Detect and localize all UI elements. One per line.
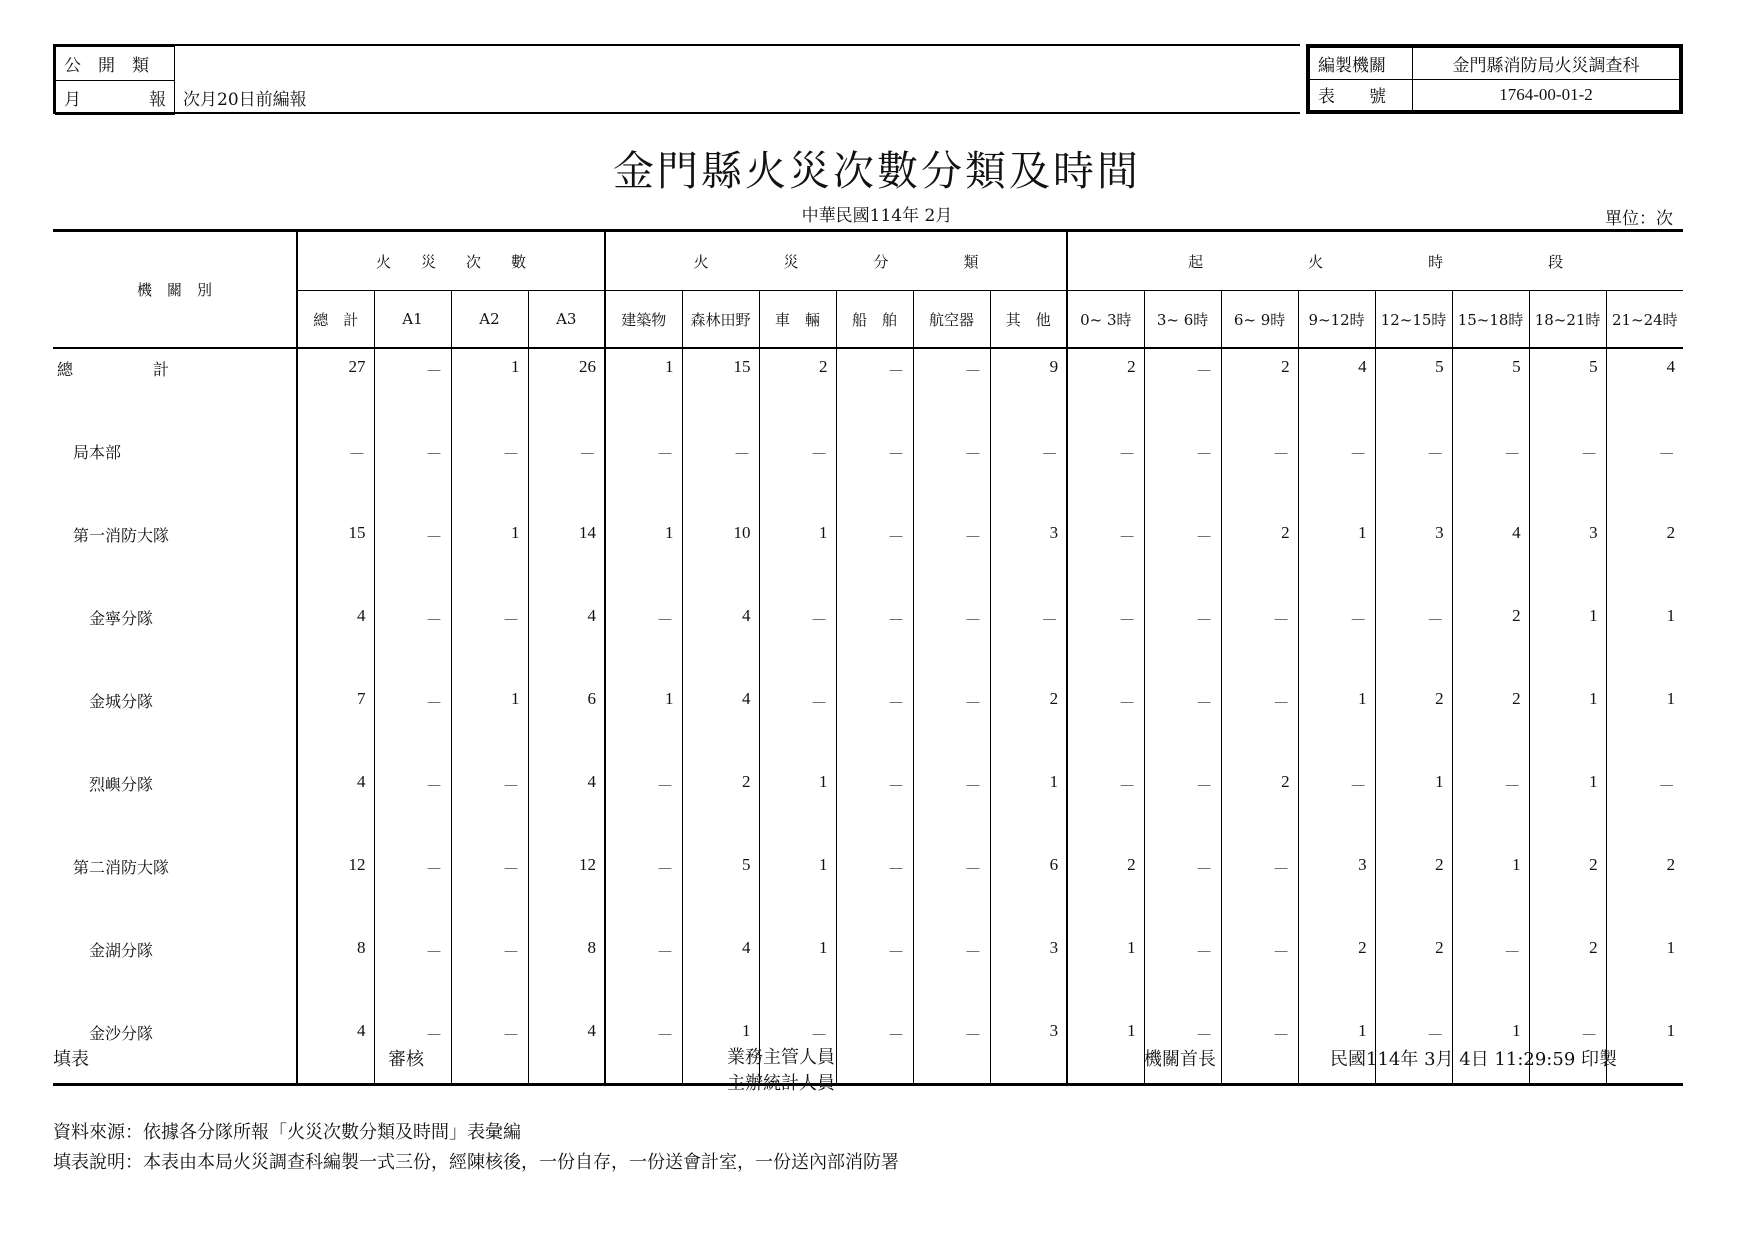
- table-cell: 4: [528, 598, 605, 681]
- table-cell: －: [913, 930, 990, 1013]
- row-label: 第一消防大隊: [57, 526, 170, 545]
- table-cell: －: [913, 348, 990, 432]
- table-cell: 4: [528, 1013, 605, 1085]
- table-cell: 5: [1375, 348, 1452, 432]
- table-cell: －: [1529, 1013, 1606, 1085]
- table-cell: 1: [451, 348, 528, 432]
- table-cell: 2: [1529, 930, 1606, 1013]
- table-cell: －: [1221, 847, 1298, 930]
- table-cell: －: [1452, 432, 1529, 515]
- table-cell: 1: [605, 515, 682, 598]
- table-cell: －: [1375, 432, 1452, 515]
- table-cell: 1: [1452, 847, 1529, 930]
- table-cell: 2: [1067, 847, 1144, 930]
- table-cell: 2: [1606, 847, 1683, 930]
- table-cell: 2: [1221, 515, 1298, 598]
- table-cell: －: [451, 764, 528, 847]
- column-header: A3: [528, 291, 605, 349]
- table-cell: －: [374, 764, 451, 847]
- group-header-fire-category: 火 災 分 類: [605, 231, 1067, 291]
- table-cell: 2: [1375, 681, 1452, 764]
- table-cell: －: [1298, 764, 1375, 847]
- table-cell: 1: [1067, 930, 1144, 1013]
- table-cell: 2: [1221, 348, 1298, 432]
- row-label: 金城分隊: [57, 692, 154, 711]
- table-cell: 3: [990, 1013, 1067, 1085]
- table-cell: －: [990, 598, 1067, 681]
- table-cell: －: [1144, 515, 1221, 598]
- table-cell: 4: [1452, 515, 1529, 598]
- row-label: 金沙分隊: [53, 1013, 297, 1085]
- table-cell: －: [1221, 1013, 1298, 1085]
- column-header: 15~18時: [1452, 291, 1529, 349]
- table-cell: －: [451, 598, 528, 681]
- table-row: [53, 432, 1683, 515]
- table-row: [53, 764, 1683, 847]
- table-cell: －: [913, 598, 990, 681]
- signature-filler: 填表: [53, 1049, 89, 1070]
- table-cell: －: [759, 681, 836, 764]
- report-period: 中華民國114年 2月: [801, 206, 953, 226]
- table-cell: 1: [1529, 764, 1606, 847]
- row-label: 第二消防大隊: [57, 858, 170, 877]
- table-cell: －: [1144, 847, 1221, 930]
- table-cell: 2: [1452, 681, 1529, 764]
- table-cell: －: [913, 1013, 990, 1085]
- table-cell: 5: [1452, 348, 1529, 432]
- table-cell: 9: [990, 348, 1067, 432]
- table-cell: 1: [1606, 1013, 1683, 1085]
- table-cell: 1: [1375, 764, 1452, 847]
- table-cell: 4: [682, 598, 759, 681]
- table-cell: 6: [528, 681, 605, 764]
- period-value: 次月20日前編報: [183, 90, 307, 110]
- form-number-label: 表 號: [1310, 79, 1413, 111]
- table-cell: 1: [1452, 1013, 1529, 1085]
- column-header: 0~ 3時: [1067, 291, 1144, 349]
- table-cell: －: [605, 432, 682, 515]
- table-cell: －: [836, 515, 913, 598]
- row-label: 局本部: [57, 443, 122, 462]
- table-cell: 1: [1067, 1013, 1144, 1085]
- table-cell: －: [1298, 598, 1375, 681]
- column-header: 3~ 6時: [1144, 291, 1221, 349]
- table-cell: －: [374, 598, 451, 681]
- table-row: [53, 515, 1683, 598]
- table-cell: －: [451, 930, 528, 1013]
- table-row: [53, 930, 1683, 1013]
- table-cell: －: [1067, 432, 1144, 515]
- table-cell: 4: [1606, 348, 1683, 432]
- table-cell: 1: [1606, 598, 1683, 681]
- table-cell: －: [913, 847, 990, 930]
- table-cell: 3: [1298, 847, 1375, 930]
- table-cell: 1: [1298, 681, 1375, 764]
- column-header: A2: [451, 291, 528, 349]
- table-cell: 12: [297, 847, 374, 930]
- table-cell: －: [913, 432, 990, 515]
- table-cell: －: [374, 432, 451, 515]
- table-row: [53, 847, 1683, 930]
- table-cell: －: [1452, 764, 1529, 847]
- column-header: 6~ 9時: [1221, 291, 1298, 349]
- row-label: 金湖分隊: [57, 941, 154, 960]
- table-cell: －: [374, 515, 451, 598]
- table-cell: 6: [990, 847, 1067, 930]
- column-header: 9~12時: [1298, 291, 1375, 349]
- column-header: 12~15時: [1375, 291, 1452, 349]
- table-cell: 1: [451, 515, 528, 598]
- table-cell: －: [374, 348, 451, 432]
- table-cell: 2: [1606, 515, 1683, 598]
- table-cell: 2: [682, 764, 759, 847]
- table-cell: －: [1067, 681, 1144, 764]
- table-cell: 15: [682, 348, 759, 432]
- table-cell: －: [836, 930, 913, 1013]
- table-cell: 4: [682, 930, 759, 1013]
- table-cell: －: [1375, 1013, 1452, 1085]
- table-cell: －: [1144, 432, 1221, 515]
- agency-label: 編製機關: [1310, 48, 1413, 80]
- table-cell: －: [1144, 348, 1221, 432]
- table-cell: －: [1221, 930, 1298, 1013]
- table-cell: 2: [1298, 930, 1375, 1013]
- column-header: 森林田野: [682, 291, 759, 349]
- table-cell: 3: [990, 515, 1067, 598]
- table-cell: 1: [1529, 681, 1606, 764]
- table-cell: 2: [1529, 847, 1606, 930]
- period-label: 月 報: [56, 81, 175, 115]
- table-cell: 8: [297, 930, 374, 1013]
- notes: [53, 1118, 899, 1178]
- table-cell: －: [605, 598, 682, 681]
- table-row: [53, 681, 1683, 764]
- table-cell: －: [836, 764, 913, 847]
- table-cell: 27: [297, 348, 374, 432]
- table-cell: －: [605, 847, 682, 930]
- table-cell: 3: [1529, 515, 1606, 598]
- table-cell: －: [1067, 598, 1144, 681]
- group-header-fire-count: 火 災 次 數: [297, 231, 605, 291]
- table-cell: 26: [528, 348, 605, 432]
- data-source-note: 資料來源：依據各分隊所報「火災次數分類及時間」表彙編: [53, 1122, 521, 1143]
- table-cell: －: [1144, 681, 1221, 764]
- table-cell: 1: [1298, 515, 1375, 598]
- table-cell: －: [1144, 764, 1221, 847]
- table-cell: －: [605, 1013, 682, 1085]
- table-cell: 2: [1375, 847, 1452, 930]
- signature-agency-head: 機關首長: [1144, 1049, 1216, 1070]
- table-cell: 1: [1529, 598, 1606, 681]
- table-cell: 4: [297, 764, 374, 847]
- unit-label: 單位：次: [1605, 209, 1673, 229]
- table-cell: 2: [1067, 348, 1144, 432]
- table-cell: 1: [682, 1013, 759, 1085]
- table-cell: 1: [759, 515, 836, 598]
- table-cell: 1: [1298, 1013, 1375, 1085]
- table-cell: 2: [1375, 930, 1452, 1013]
- table-cell: 10: [682, 515, 759, 598]
- table-cell: －: [836, 348, 913, 432]
- table-cell: －: [759, 1013, 836, 1085]
- table-cell: 2: [759, 348, 836, 432]
- column-header: A1: [374, 291, 451, 349]
- row-label: 總 計: [57, 360, 170, 379]
- column-header: 船 舶: [836, 291, 913, 349]
- table-cell: －: [1067, 764, 1144, 847]
- table-cell: －: [1452, 930, 1529, 1013]
- table-cell: －: [451, 432, 528, 515]
- table-cell: 4: [528, 764, 605, 847]
- table-cell: －: [1144, 1013, 1221, 1085]
- table-cell: －: [528, 432, 605, 515]
- table-cell: 1: [759, 764, 836, 847]
- table-cell: －: [605, 764, 682, 847]
- table-cell: －: [451, 1013, 528, 1085]
- print-timestamp: 民國114年 3月 4日 11:29:59 印製: [1330, 1049, 1617, 1070]
- table-cell: 7: [297, 681, 374, 764]
- table-cell: －: [1144, 930, 1221, 1013]
- fire-statistics-table: [53, 229, 1683, 1086]
- table-cell: －: [913, 515, 990, 598]
- table-cell: 1: [759, 847, 836, 930]
- table-cell: 1: [759, 930, 836, 1013]
- agency-info-box: [1306, 44, 1683, 114]
- agency-value: 金門縣消防局火災調查科: [1413, 48, 1680, 80]
- table-cell: －: [1606, 432, 1683, 515]
- group-header-fire-time: 起 火 時 段: [1067, 231, 1683, 291]
- table-cell: －: [1221, 432, 1298, 515]
- table-cell: 3: [990, 930, 1067, 1013]
- table-cell: 4: [297, 598, 374, 681]
- table-cell: －: [836, 432, 913, 515]
- table-cell: －: [759, 432, 836, 515]
- report-info-box: [53, 44, 1300, 114]
- table-cell: －: [990, 432, 1067, 515]
- table-cell: 12: [528, 847, 605, 930]
- table-cell: 1: [990, 764, 1067, 847]
- table-cell: 1: [1606, 681, 1683, 764]
- fill-instructions-note: 填表說明：本表由本局火災調查科編製一式三份，經陳核後，一份自存，一份送會計室，一份送內部消防署: [53, 1152, 899, 1173]
- table-cell: －: [374, 847, 451, 930]
- table-cell: 4: [682, 681, 759, 764]
- table-cell: 2: [1221, 764, 1298, 847]
- table-cell: －: [1221, 598, 1298, 681]
- table-cell: －: [1606, 764, 1683, 847]
- table-cell: －: [374, 681, 451, 764]
- column-header: 航空器: [913, 291, 990, 349]
- table-cell: 1: [451, 681, 528, 764]
- table-cell: 4: [1298, 348, 1375, 432]
- table-cell: 1: [605, 348, 682, 432]
- table-cell: 5: [1529, 348, 1606, 432]
- table-cell: 3: [1375, 515, 1452, 598]
- table-cell: 5: [682, 847, 759, 930]
- table-cell: －: [1221, 681, 1298, 764]
- table-cell: －: [759, 598, 836, 681]
- column-header: 18~21時: [1529, 291, 1606, 349]
- form-number-value: 1764-00-01-2: [1413, 79, 1680, 111]
- row-label: 金寧分隊: [57, 609, 154, 628]
- table-cell: 14: [528, 515, 605, 598]
- table-cell: 15: [297, 515, 374, 598]
- table-cell: －: [1298, 432, 1375, 515]
- table-cell: －: [836, 598, 913, 681]
- column-header: 其 他: [990, 291, 1067, 349]
- table-cell: －: [297, 432, 374, 515]
- table-cell: －: [605, 930, 682, 1013]
- column-header: 建築物: [605, 291, 682, 349]
- column-header: 車 輛: [759, 291, 836, 349]
- table-cell: －: [913, 681, 990, 764]
- org-column-header: 機 關 別: [53, 231, 297, 349]
- category-label: 公 開 類: [56, 47, 175, 81]
- page-title: 金門縣火災次數分類及時間: [613, 147, 1141, 195]
- table-cell: －: [836, 847, 913, 930]
- signature-business-manager: 業務主管人員: [727, 1047, 835, 1068]
- table-cell: －: [682, 432, 759, 515]
- table-cell: －: [913, 764, 990, 847]
- row-label: 烈嶼分隊: [57, 775, 154, 794]
- table-cell: －: [836, 681, 913, 764]
- table-cell: 1: [1606, 930, 1683, 1013]
- table-cell: 4: [297, 1013, 374, 1085]
- table-row: [53, 598, 1683, 681]
- table-cell: －: [374, 1013, 451, 1085]
- signature-managers: [727, 1045, 835, 1097]
- table-cell: 1: [605, 681, 682, 764]
- table-cell: －: [374, 930, 451, 1013]
- table-cell: 2: [1452, 598, 1529, 681]
- table-row: [53, 348, 1683, 432]
- table-cell: －: [836, 1013, 913, 1085]
- table-cell: －: [1529, 432, 1606, 515]
- column-header: 21~24時: [1606, 291, 1683, 349]
- column-header: 總 計: [297, 291, 374, 349]
- signature-statistics-officer: 主辦統計人員: [727, 1073, 835, 1094]
- table-cell: 8: [528, 930, 605, 1013]
- table-cell: 2: [990, 681, 1067, 764]
- signature-reviewer: 審核: [388, 1049, 424, 1070]
- table-cell: －: [451, 847, 528, 930]
- table-cell: －: [1144, 598, 1221, 681]
- table-cell: －: [1375, 598, 1452, 681]
- table-cell: －: [1067, 515, 1144, 598]
